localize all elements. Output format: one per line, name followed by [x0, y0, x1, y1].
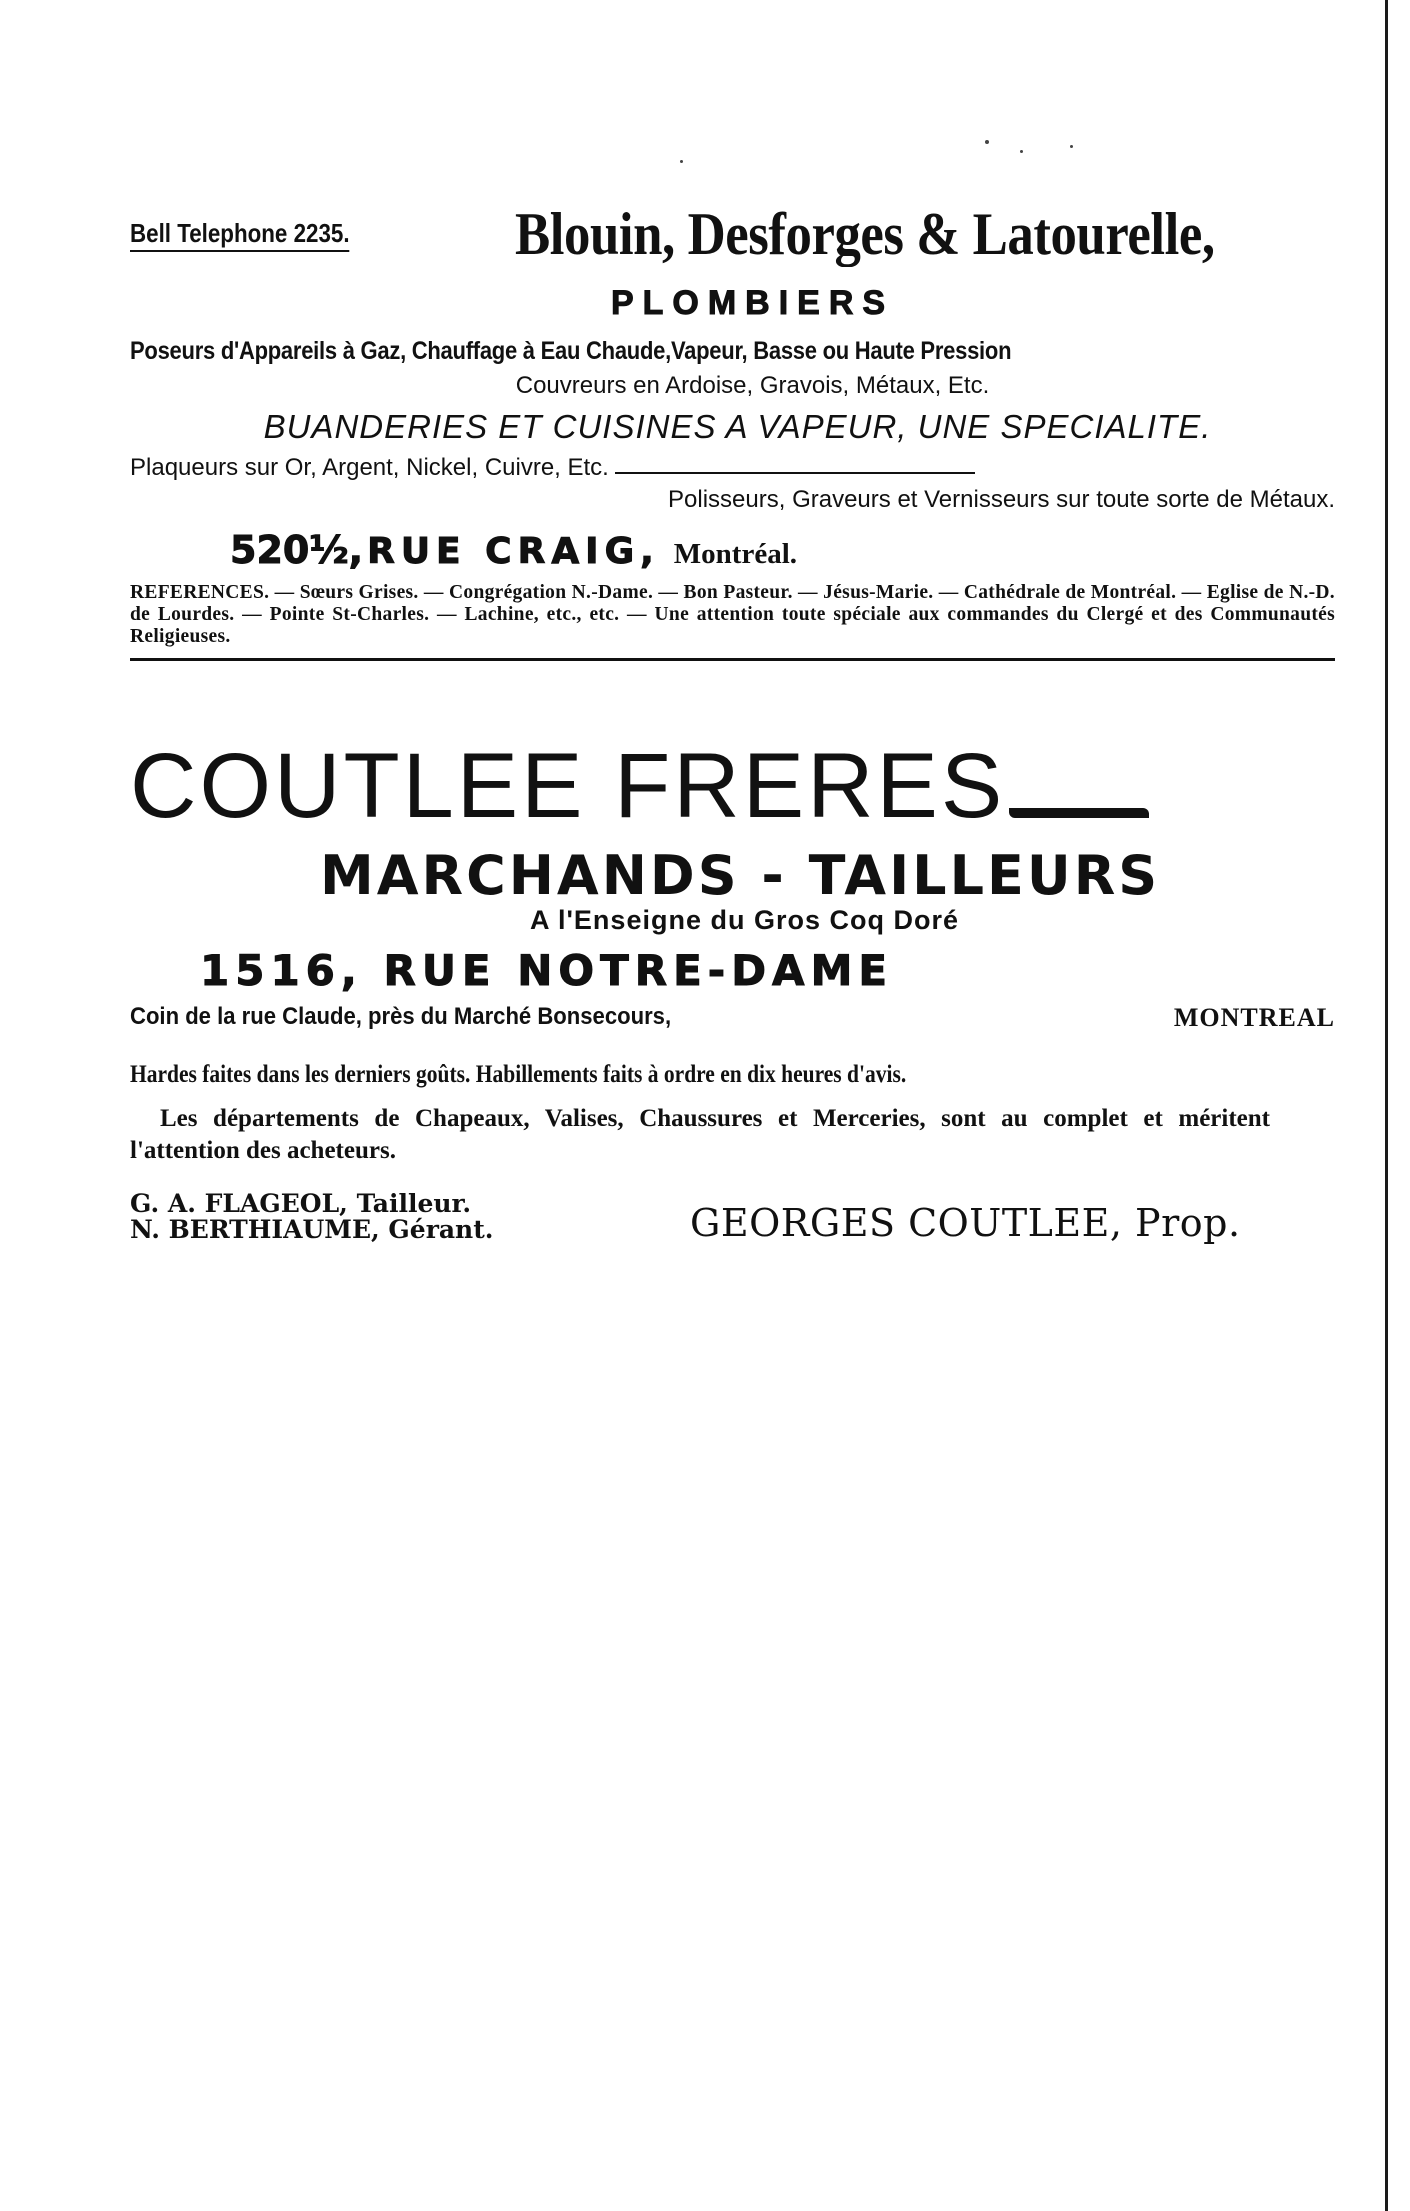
services-line: Poseurs d'Appareils à Gaz, Chauffage à Eau Chaude,Vapeur, Basse ou Haute Pression: [130, 337, 1012, 365]
ink-speck: [1070, 145, 1073, 148]
tailor-name: G. A. FLAGEOL, Tailleur.: [130, 1189, 472, 1218]
references-paragraph: REFERENCES. — Sœurs Grises. — Congrégation N.-Dame. — Bon Pasteur. — Jésus-Marie. — Cathédrale de Montréal. — Eglise de N.-D. de Lourdes. — Pointe St-Charles. — Lachine, etc., etc. — Une attention toute spéciale aux commandes du Clergé et des Communautés Religieuses.: [130, 582, 1335, 647]
departments-paragraph: Les départements de Chapeaux, Valises, Chaussures et Merceries, sont au complet et méritent l'attention des acheteurs.: [130, 1105, 1270, 1164]
city-name: MONTREAL: [1173, 1003, 1335, 1032]
tailors-advertisement: [130, 735, 1335, 1245]
firm-name: Blouin, Desforges & Latourelle,: [515, 201, 1215, 267]
ink-speck: [680, 160, 683, 163]
location-line: [130, 1003, 1335, 1033]
address: 1516, RUE NOTRE-DAME: [200, 946, 894, 995]
signatories: [130, 1189, 1335, 1245]
plating-text: Plaqueurs sur Or, Argent, Nickel, Cuivre, Etc.: [130, 454, 609, 481]
proprietor-name: GEORGES COUTLEE, Prop.: [690, 1201, 1241, 1245]
leader-rule: [615, 472, 975, 474]
decorative-dash: [1009, 808, 1149, 818]
address-number: 520½,: [230, 528, 364, 572]
ink-speck: [1020, 150, 1023, 153]
services-line-2: Couvreurs en Ardoise, Gravois, Métaux, Etc.: [515, 372, 990, 399]
clothes-line: Hardes faites dans les derniers goûts. Habillements faits à ordre en dix heures d'avis.: [130, 1061, 907, 1088]
polishing-line: Polisseurs, Graveurs et Vernisseurs sur toute sorte de Métaux.: [668, 486, 1335, 513]
plating-line: [130, 454, 1335, 482]
firm-name-line: [130, 735, 1335, 837]
corner-text: Coin de la rue Claude, près du Marché Bonsecours,: [130, 1003, 672, 1030]
ink-speck: [985, 140, 989, 144]
manager-name: N. BERTHIAUME, Gérant.: [130, 1215, 494, 1244]
shop-sign: A l'Enseigne du Gros Coq Doré: [530, 905, 959, 935]
trade-title: PLOMBIERS: [610, 284, 895, 322]
staff-names: [130, 1191, 690, 1243]
address: [230, 528, 1335, 572]
plumbers-advertisement: [130, 200, 1335, 661]
page-edge: [1385, 0, 1388, 2211]
ad-header: [130, 200, 1335, 278]
telephone-number: Bell Telephone 2235.: [130, 218, 350, 252]
firm-name: COUTLEE FRERES: [130, 735, 1006, 837]
section-divider: [130, 658, 1335, 661]
trade-title: MARCHANDS - TAILLEURS: [320, 844, 1161, 907]
address-street: RUE CRAIG,: [367, 531, 660, 572]
address-city: Montréal.: [673, 538, 798, 570]
speciality-line: BUANDERIES ET CUISINES A VAPEUR, UNE SPECIALITE.: [263, 408, 1212, 445]
